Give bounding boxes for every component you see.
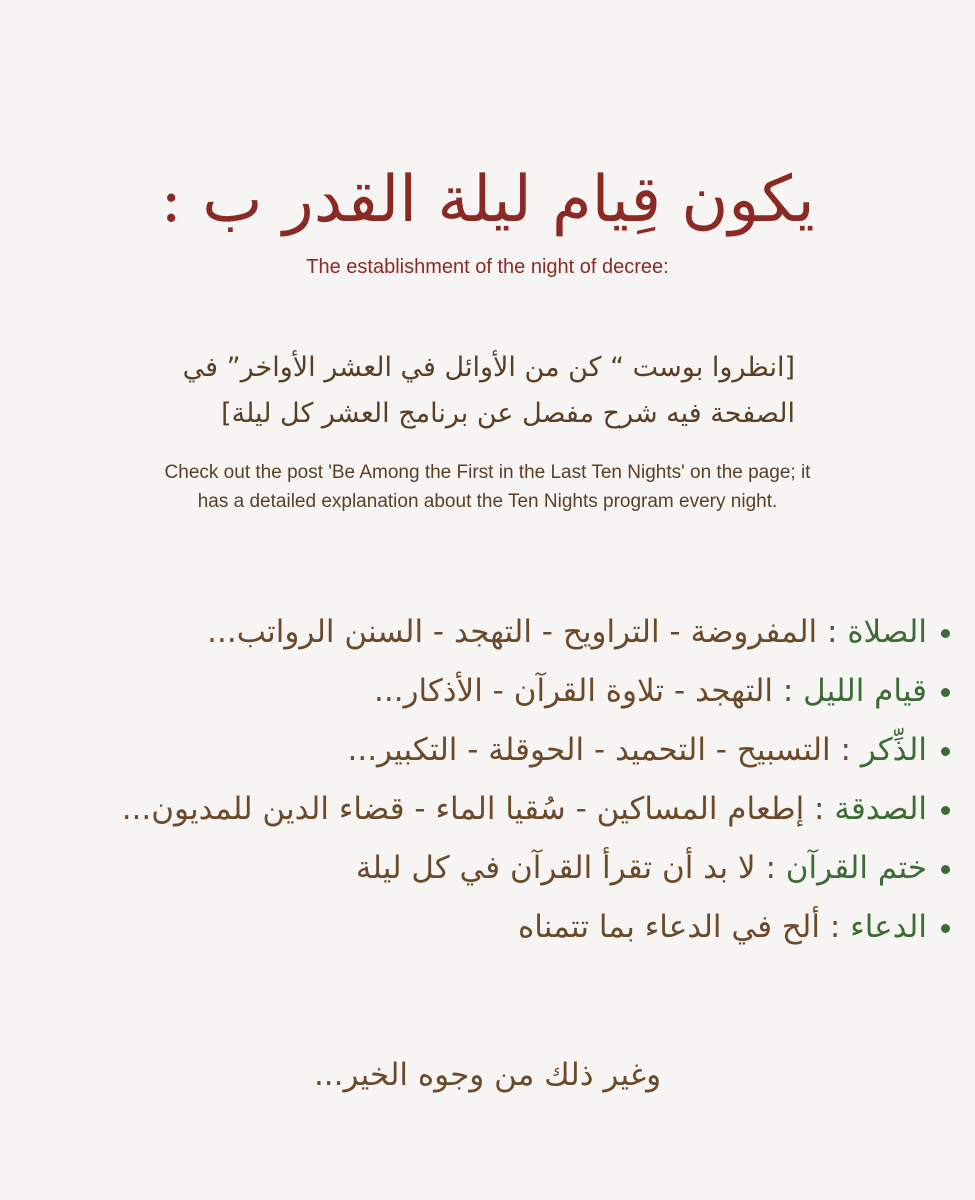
list-item (80, 898, 950, 957)
page-title: يكون قِيام ليلة القدر ب : (160, 163, 815, 237)
list-item-description: المفروضة - التراويح - التهجد - السنن الرواتب... (207, 614, 818, 650)
list-item-term: الصلاة (847, 614, 927, 650)
list-item (80, 662, 950, 721)
list-item (80, 780, 950, 839)
list-item-term: الذِّكر (860, 732, 927, 768)
list-item-description: لا بد أن تقرأ القرآن في كل ليلة (355, 850, 756, 886)
note-english-line-2: has a detailed explanation about the Ten Nights program every night. (197, 491, 778, 512)
list-item (80, 839, 950, 898)
list-item-description: التهجد - تلاوة القرآن - الأذكار... (373, 673, 774, 709)
list-item-term: ختم القرآن (785, 850, 927, 886)
list-item (80, 721, 950, 780)
bullet-dot-icon (941, 806, 950, 815)
note-english-line-1: Check out the post 'Be Among the First in the Last Ten Nights' on the page; it (164, 462, 811, 483)
note-arabic-line-2: الصفحة فيه شرح مفصل عن برنامج العشر كل ليلة] (221, 398, 795, 429)
bullet-dot-icon (941, 688, 950, 697)
closing-line: وغير ذلك من وجوه الخير... (313, 1057, 662, 1093)
bullet-dot-icon (941, 747, 950, 756)
list-item-separator: : (755, 850, 786, 886)
list-item (80, 603, 950, 662)
page-subtitle: The establishment of the night of decree: (306, 256, 669, 278)
list-item-separator: : (830, 732, 861, 768)
list-item-term: الصدقة (834, 791, 927, 827)
bullet-dot-icon (941, 629, 950, 638)
note-arabic-line-1: [انظروا بوست “ كن من الأوائل في العشر الأواخر” في (182, 352, 795, 383)
list-item-separator: : (804, 791, 835, 827)
list-item-description: ألح في الدعاء بما تتمناه (518, 909, 820, 945)
list-item-separator: : (819, 909, 851, 945)
bullet-dot-icon (941, 924, 950, 933)
bullet-dot-icon (941, 865, 950, 874)
list-item-term: الدعاء (850, 909, 927, 945)
list-item-separator: : (773, 673, 804, 709)
list-item-description: التسبيح - التحميد - الحوقلة - التكبير... (347, 732, 831, 768)
list-item-description: إطعام المساكين - سُقيا الماء - قضاء الدين للمديون... (121, 791, 805, 827)
list-item-separator: : (817, 614, 848, 650)
list-item-term: قيام الليل (803, 673, 927, 709)
worship-list (80, 603, 950, 957)
